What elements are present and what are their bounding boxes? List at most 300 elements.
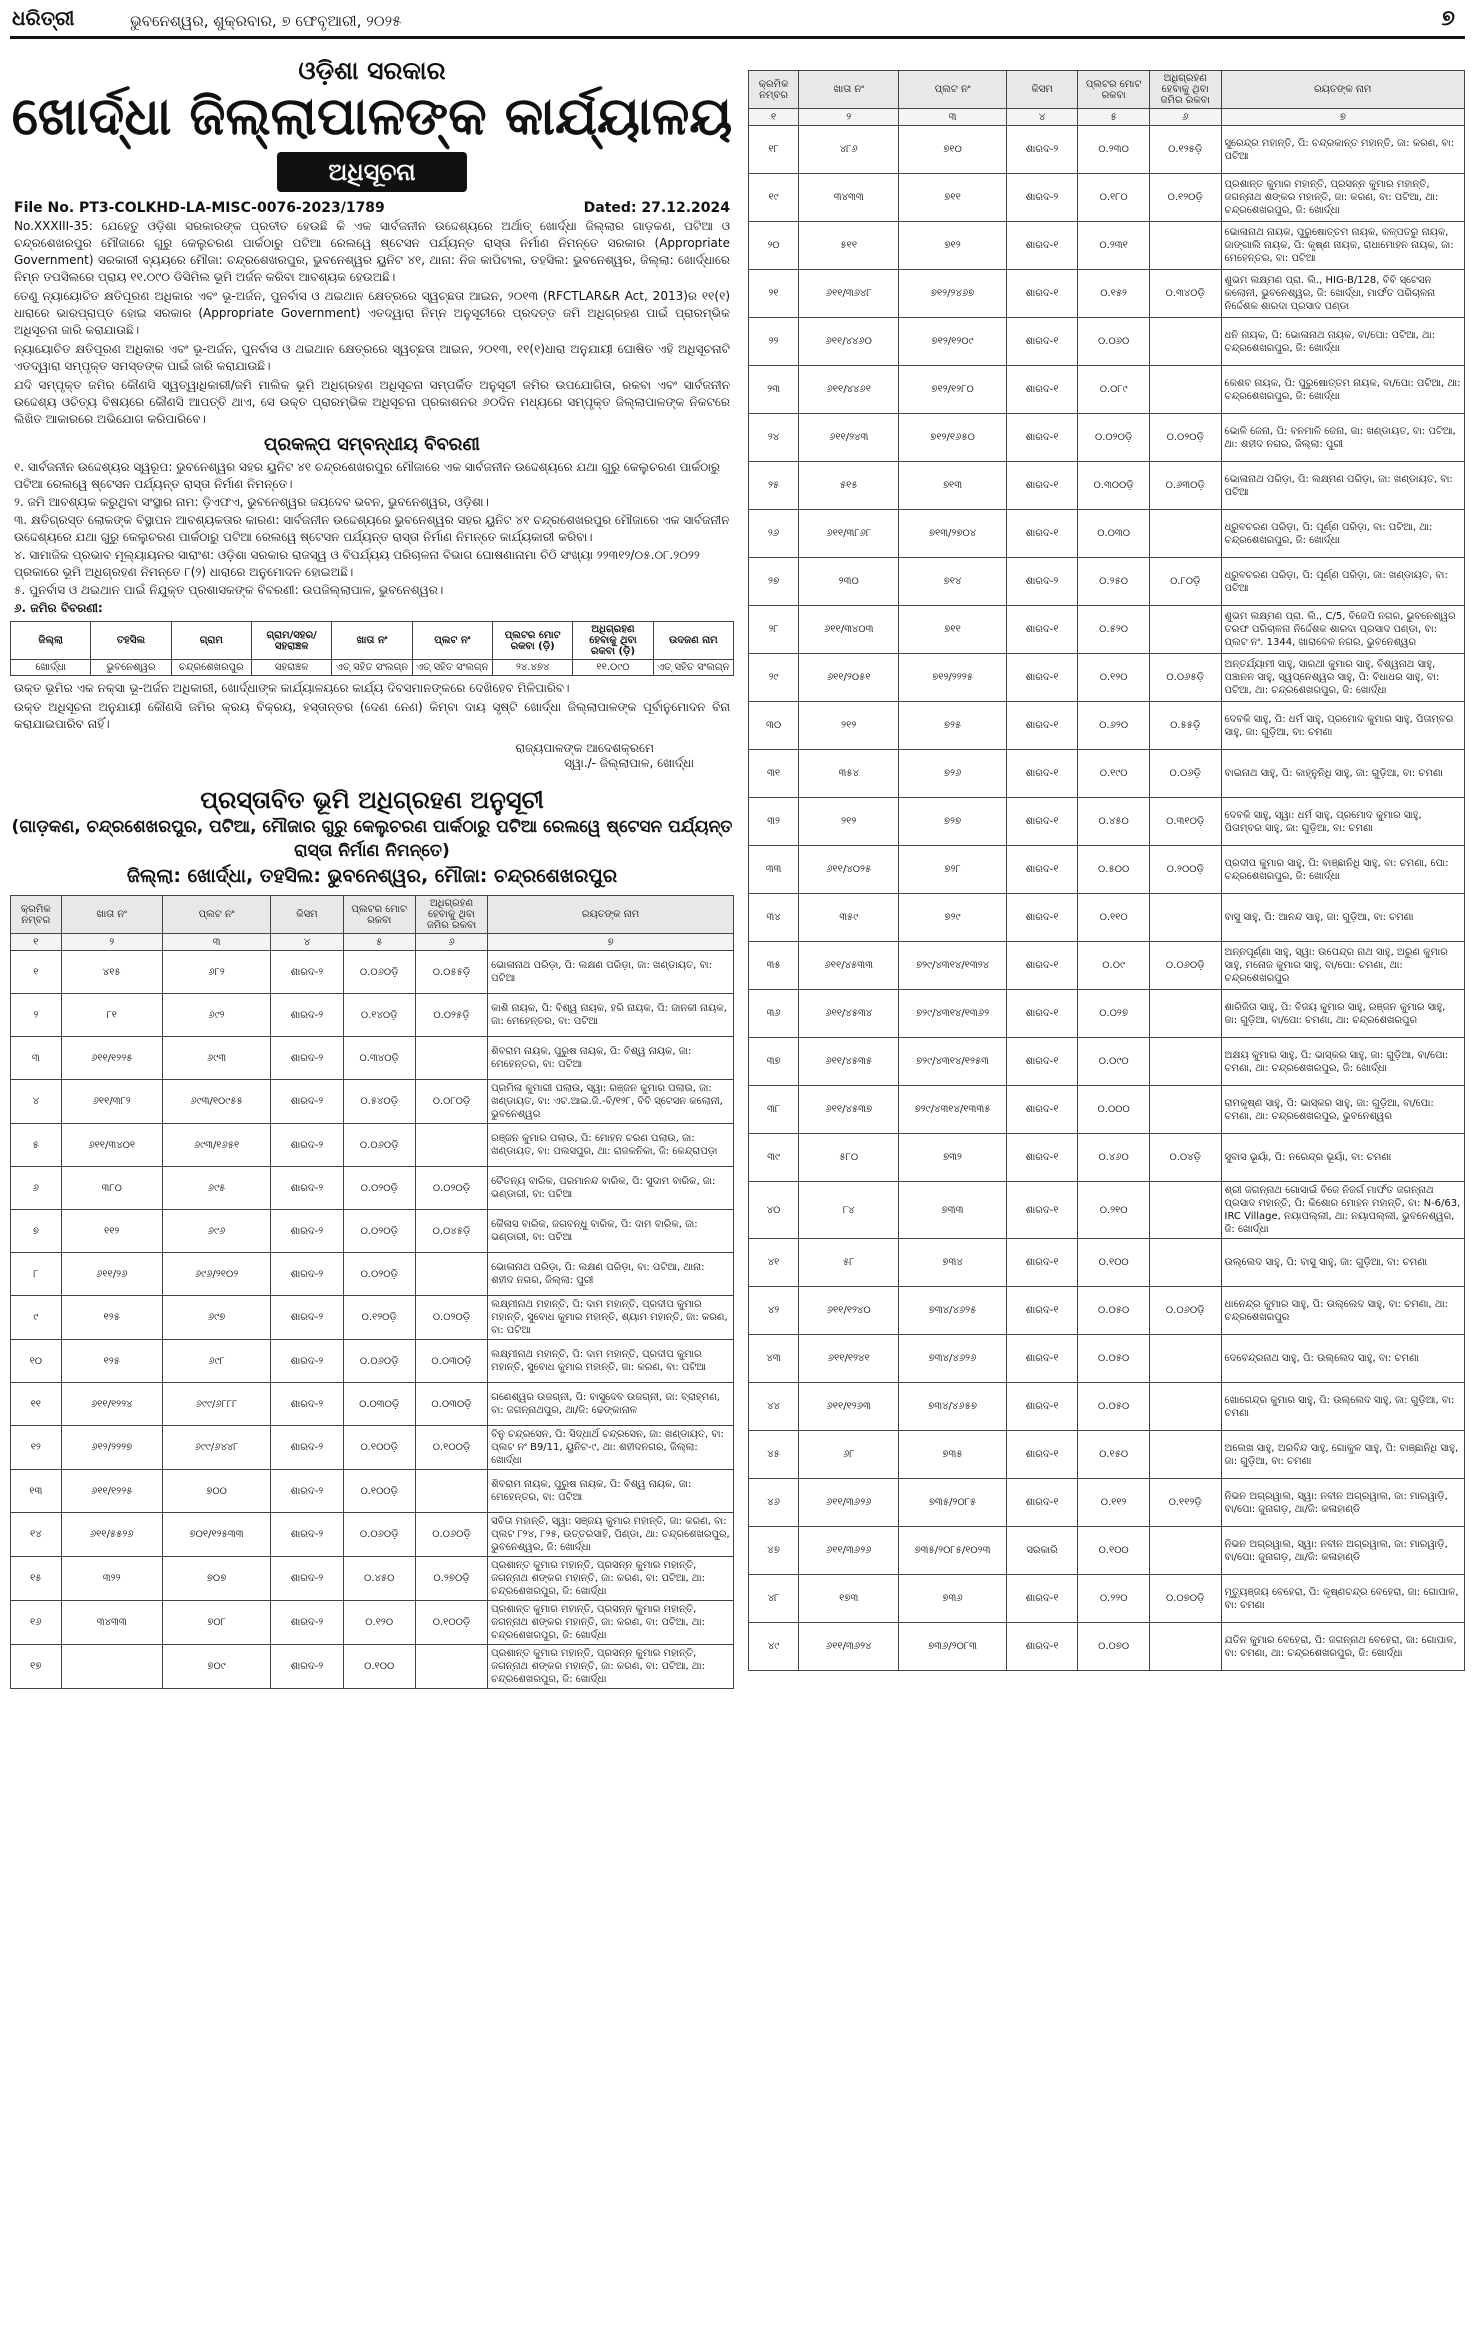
land-header-cell: ଉଦଜଣ ନାମ bbox=[653, 622, 733, 660]
table-cell: ଶାରଦ-୧ bbox=[1006, 1383, 1078, 1431]
table-cell: ସରକାରି bbox=[1006, 1527, 1078, 1575]
notice-paragraph-2: ତେଣୁ ନ୍ୟାୟୋଚିତ କ୍ଷତିପୂରଣ ଅଧିକାର ଏବଂ ଭୂ-ଅର୍ଜନ, ପୁନର୍ବାସ ଓ ଥଇଥାନ କ୍ଷେତ୍ରରେ ସ୍ୱଚ୍ଛତା ଆଇନ, ୨୦୧୩ (RFCTLAR&R Act, 2013)ର ୧୧(୧) ଧାରାରେ ଭାରପ୍ରାପ୍ତ ହୋଇ ସରକାର (Appropriate Government) ଏତଦ୍ୱାରା ନିମ୍ନ ଅନୁସୂଚୀରେ ପ୍ରଦତ୍ତ ଜମି ଅଧିଗ୍ରହଣ ପାଇଁ ପ୍ରାରମ୍ଭିକ ଅଧିସୂଚନା ଜାରି କରାଯାଉଛି। bbox=[14, 289, 730, 337]
owner-name-cell: ପ୍ରଶାନ୍ତ କୁମାର ମହାନ୍ତି, ପ୍ରସନ୍ନ କୁମାର ମହାନ୍ତି, ଜଗନ୍ନାଥ ଶଙ୍କର ମହାନ୍ତି, ଜା: କରଣ, ବା: ପଟିଆ, ଥା: ଚନ୍ଦ୍ରଶେଖରପୁର, ଜି: ଖୋର୍ଦ୍ଧା bbox=[488, 1557, 734, 1601]
table-cell: ୬୧୧/୪୫୩୩ bbox=[799, 942, 899, 990]
table-cell: ୦.୧୮୦ bbox=[1078, 174, 1150, 222]
table-cell bbox=[415, 1645, 487, 1689]
table-cell: ୦.୦୯ bbox=[1078, 942, 1150, 990]
column-number-cell: ୧ bbox=[749, 109, 799, 126]
table-cell: ୭୨୬ bbox=[899, 750, 1006, 798]
table-cell: ୩୧ bbox=[749, 750, 799, 798]
schedule-header-cell: କ୍ରମିକ ନମ୍ବର bbox=[749, 71, 799, 109]
table-cell: ୦.୦୩୦ଡ଼ି bbox=[415, 1383, 487, 1426]
owner-name-cell: ପ୍ରଶାନ୍ତ କୁମାର ମହାନ୍ତି, ପ୍ରସନ୍ନ କୁମାର ମହାନ୍ତି, ଜଗନ୍ନାଥ ଶଙ୍କର ମହାନ୍ତି, ଜା: କରଣ, ବା: ପଟିଆ, ଥା: ଚନ୍ଦ୍ରଶେଖରପୁର, ଜି: ଖୋର୍ଦ୍ଧା bbox=[488, 1645, 734, 1689]
table-row bbox=[749, 1575, 1465, 1623]
table-cell bbox=[1149, 1623, 1221, 1671]
table-cell: ୬୯୨ bbox=[162, 994, 270, 1037]
table-row bbox=[11, 1210, 734, 1253]
table-cell: ଶାରଦ-୨ bbox=[271, 1645, 343, 1689]
table-cell: ୭୨୯/୪୩୧୪/୧୩୨୪ bbox=[899, 942, 1006, 990]
table-cell: ୭୦୭ bbox=[162, 1557, 270, 1601]
table-cell: ୦.୦୨୦ଡ଼ି bbox=[1149, 414, 1221, 462]
table-row bbox=[749, 318, 1465, 366]
table-cell: ୨୧୨ bbox=[799, 798, 899, 846]
schedule-header-cell: ଅଧିଗ୍ରହଣ ହେବାକୁ ଥିବା ଜମିର ରକବା bbox=[1149, 71, 1221, 109]
table-cell: ୫ bbox=[11, 1124, 62, 1167]
table-cell: ଶାରଦ-୧ bbox=[1006, 654, 1078, 702]
table-cell: ୭୩୫/୨୦୮୫/୧୦୨୩ bbox=[899, 1527, 1006, 1575]
table-cell: ୩୦ bbox=[749, 702, 799, 750]
table-cell: ୭୧୩ bbox=[899, 462, 1006, 510]
column-number-cell: ୨ bbox=[799, 109, 899, 126]
owner-name-cell: ଶିବରାମ ନାୟକ, ପୁରୁଷ ନାୟକ, ପି: ବିଶ୍ୱ ନାୟକ, ଜା: ମେହେନ୍ତର, ବା: ପଟିଆ bbox=[488, 1470, 734, 1513]
column-number-cell: ୭ bbox=[1221, 109, 1464, 126]
project-details-heading: ପ୍ରକଳ୍ପ ସମ୍ବନ୍ଧୀୟ ବିବରଣୀ bbox=[264, 434, 480, 455]
table-cell: ଶାରଦ-୧ bbox=[1006, 894, 1078, 942]
table-cell: ୬୯୯/୬୮୮୮ bbox=[162, 1383, 270, 1426]
land-cell: ଏତ୍ ସହିତ ସଂଲଗ୍ନ bbox=[653, 660, 733, 676]
table-row bbox=[749, 1287, 1465, 1335]
table-cell: ୦.୧୨୦ bbox=[343, 1601, 415, 1645]
table-cell: ୫୧୫ bbox=[799, 462, 899, 510]
owner-name-cell: ଲକ୍ଷ୍ମୀନାଥ ମହାନ୍ତି, ପି: ଦାମ ମହାନ୍ତି, ପ୍ରଦୀପ କୁମାର ମହାନ୍ତି, ସୁବୋଧ କୁମାର ମହାନ୍ତି, ଶ୍ୟାମ ମହାନ୍ତି, ଜା: କରଣ, ବା: ପଟିଆ bbox=[488, 1296, 734, 1340]
table-cell: ୦.୦୬୦ bbox=[1078, 318, 1150, 366]
table-cell: ୧୬ bbox=[11, 1601, 62, 1645]
land-header-cell: ଗ୍ରାମ bbox=[171, 622, 251, 660]
table-cell: ଶାରଦ-୨ bbox=[271, 1210, 343, 1253]
table-cell: ଶାରଦ-୨ bbox=[1006, 558, 1078, 606]
table-cell: ୦.୦୩୦ bbox=[1078, 510, 1150, 558]
table-cell: ୭୨୯/୪୩୧୪/୧୩୩୫ bbox=[899, 1086, 1006, 1134]
table-cell: ୦.୧୫୦ bbox=[1078, 1431, 1150, 1479]
table-cell: ୦.୧୫୨ bbox=[1078, 270, 1150, 318]
table-row bbox=[749, 270, 1465, 318]
table-cell: ଶାରଦ-୧ bbox=[1006, 1479, 1078, 1527]
newspaper-logo: ଧରିତ୍ରୀ bbox=[12, 6, 75, 30]
column-number-cell: ୧ bbox=[11, 934, 62, 951]
table-cell: ୬୯୯/୬୪୪୮ bbox=[162, 1426, 270, 1470]
table-cell: ଶାରଦ-୧ bbox=[1006, 1182, 1078, 1239]
government-heading: ଓଡ଼ିଶା ସରକାର bbox=[298, 56, 446, 85]
table-cell: ଶାରଦ-୨ bbox=[271, 1124, 343, 1167]
table-cell: ୭୩୬ bbox=[899, 1575, 1006, 1623]
table-cell bbox=[1149, 606, 1221, 654]
table-cell: ୧୨ bbox=[11, 1426, 62, 1470]
notice-paragraph-4: ଯଦି ସମ୍ପୃକ୍ତ ଜମିର କୌଣସି ସ୍ୱତ୍ୱାଧିକାରୀ/ଜମି ମାଲିକ ଭୂମି ଅଧିଗ୍ରହଣ ଅଧିସୂଚନା ସମ୍ପର୍କିତ ଅନୁସୂଚୀ ଜମିର ଉପଯୋଗିତା, ରକବା ଏବଂ ସାର୍ବଜନୀନ ଉଦ୍ଦେଶ୍ୟ ଓଚିତ୍ୟ ବିଷୟରେ କୌଣସି ଆପତ୍ତି ଥାଏ, ସେ ଉକ୍ତ ପ୍ରାରମ୍ଭିକ ଅଧିସୂଚନା ପ୍ରକାଶନର ୬୦ଦିନ ମଧ୍ୟରେ ସମ୍ପୃକ୍ତ ଜିଲ୍ଲାପାଳଙ୍କ ନିକଟରେ ଲିଖିତ ଆକାରରେ ଅଭିଯୋଗ କରିପାରିବେ। bbox=[14, 378, 730, 426]
table-cell bbox=[415, 1124, 487, 1167]
owner-name-cell: ଭୋଳାନାଥ ପରିଡ଼ା, ପି: ଲକ୍ଷଣ ପରିଡ଼ା, ଜା: ଖଣ୍ଡାୟତ, ବା: ପଟିଆ bbox=[488, 951, 734, 994]
table-cell: ୭୨୯/୪୩୧୪/୧୨୫୩ bbox=[899, 1038, 1006, 1086]
table-cell: ୬୧୧/୧୨୨୫ bbox=[61, 1470, 162, 1513]
table-cell: ୩ bbox=[11, 1037, 62, 1080]
owner-name-cell: ରଞ୍ଜନ କୁମାର ପଲାଉ, ପି: ମୋହନ ଚରଣ ପଲାଉ, ଜା: ଖଣ୍ଡାୟତ, ବା: ପଲସପୁର, ଥା: ରାଜକନିକା, ଜି: କେନ୍ଦ୍ରାପଡ଼ା bbox=[488, 1124, 734, 1167]
land-cell: ୨୪.୪୭୪ bbox=[492, 660, 572, 676]
owner-name-cell: ଧ୍ରୁବଚରଣ ପରିଡ଼ା, ପି: ପୂର୍ଣ୍ଣ ପରିଡ଼ା, ଜା: ଖଣ୍ଡାୟତ, ବା: ପଟିଆ bbox=[1221, 558, 1464, 606]
table-row bbox=[11, 1340, 734, 1383]
table-cell: ୭୧୨/୨୨୨୫ bbox=[899, 654, 1006, 702]
table-cell: ୭୩୩ bbox=[899, 1182, 1006, 1239]
table-cell: ୦.୧୦୦ଡ଼ି bbox=[415, 1426, 487, 1470]
land-cell: ଏତ୍ ସହିତ ସଂଲଗ୍ନ bbox=[412, 660, 492, 676]
table-cell: ୪୬ bbox=[749, 1479, 799, 1527]
schedule-header-cell: ପ୍ଲଟ ନଂ bbox=[162, 896, 270, 934]
table-cell: ଶାରଦ-୧ bbox=[1006, 1038, 1078, 1086]
table-cell: ୦.୩୪୦ଡ଼ି bbox=[1149, 270, 1221, 318]
land-cell: ଏତ୍ ସହିତ ସଂଲଗ୍ନ bbox=[332, 660, 412, 676]
table-cell: ୨୨ bbox=[749, 318, 799, 366]
table-cell: ଶାରଦ-୨ bbox=[271, 1340, 343, 1383]
table-cell: ୦.୧୦୦ଡ଼ି bbox=[343, 1470, 415, 1513]
table-cell: ୬୧୧/୧୨୨୫ bbox=[61, 1037, 162, 1080]
owner-name-cell: ସୁବାସ ଭୂୟାଁ, ପି: ନରେନ୍ଦ୍ର ଭୂୟାଁ, ବା: ଚମଣା bbox=[1221, 1134, 1464, 1182]
land-header-cell: ତହସିଲ bbox=[91, 622, 171, 660]
table-cell: ୦.୦୨୦ଡ଼ି bbox=[415, 1167, 487, 1210]
table-cell: ୧୩ bbox=[11, 1470, 62, 1513]
owner-name-cell: ଅନ୍ନପୂର୍ଣ୍ଣା ସାହୁ, ସ୍ୱା: ଉପେନ୍ଦ୍ର ନାଥ ସାହୁ, ଅରୁଣ କୁମାର ସାହୁ, ମନୋଜ କୁମାର ସାହୁ, ବା/ପୋ: ଚମଣା, ଥା: ଚନ୍ଦ୍ରଶେଖରପୁର bbox=[1221, 942, 1464, 990]
table-cell: ୦.୨୫୦ bbox=[1078, 558, 1150, 606]
table-cell: ଶାରଦ-୧ bbox=[1006, 318, 1078, 366]
table-cell: ଶାରଦ-୧ bbox=[1006, 1086, 1078, 1134]
table-cell: ୬୧୧/୩୬୨୬ bbox=[799, 1479, 899, 1527]
table-cell: ୬୮୨ bbox=[162, 951, 270, 994]
table-row bbox=[11, 1513, 734, 1557]
table-cell: ୦.୦୭୦ଡ଼ି bbox=[1149, 1575, 1221, 1623]
table-row bbox=[11, 1037, 734, 1080]
table-cell bbox=[415, 1253, 487, 1296]
schedule-header-cell: ରୟତଙ୍କ ନାମ bbox=[488, 896, 734, 934]
table-cell: ୮୧ bbox=[61, 994, 162, 1037]
table-cell: ୨୮ bbox=[749, 606, 799, 654]
table-row bbox=[749, 174, 1465, 222]
table-cell: ୭୩୫/୨୦୮୫ bbox=[899, 1479, 1006, 1527]
table-cell bbox=[1149, 1239, 1221, 1287]
table-cell: ୬୧୧/୩୪୦୩ bbox=[799, 606, 899, 654]
table-row bbox=[749, 846, 1465, 894]
column-number-cell: ୨ bbox=[61, 934, 162, 951]
table-cell: ୩୮ bbox=[749, 1086, 799, 1134]
table-cell: ଶାରଦ-୧ bbox=[1006, 1134, 1078, 1182]
table-cell: ୦.୧୧୨ଡ଼ି bbox=[1149, 1479, 1221, 1527]
table-row bbox=[749, 1527, 1465, 1575]
table-cell: ଶାରଦ-୨ bbox=[271, 1470, 343, 1513]
detail-item-4: ୪. ସାମାଜିକ ପ୍ରଭାବ ମୂଲ୍ୟାୟନର ସାରାଂଶ: ଓଡ଼ିଶା ସରକାର ରାଜସ୍ୱ ଓ ବିପର୍ଯ୍ୟୟ ପରିଚାଳନା ବିଭାଗ ଘୋଷଣାନାମା ଚିଠି ସଂଖ୍ୟା ୨୨୩୧୨/୦୫.୦୮.୨୦୨୨ ପ୍ରକାରେ ଭୂମି ଅଧିଗ୍ରହଣ ନିମନ୍ତେ ୮(୨) ଧାରାରେ ଅନୁମୋଦନ ହୋଇଅଛି। bbox=[14, 548, 700, 579]
owner-name-cell: ଶୁଭମ ଲକ୍ଷ୍ମଣ ପ୍ରା. ଲି., HIG-B/128, ବିବି ସ୍ଟେସନ କଲୋନୀ, ଭୁବନେଶ୍ୱର, ଜି: ଖୋର୍ଦ୍ଧା, ମାର୍ଫତ ପରିଚାଳନା ନିର୍ଦ୍ଦେଶକ ଶାରଦା ପ୍ରସାଦ ପଣ୍ଡା bbox=[1221, 270, 1464, 318]
table-cell: ୦.୧୦୦ bbox=[1078, 1239, 1150, 1287]
table-cell: ୦.୫୫ଡ଼ି bbox=[1149, 702, 1221, 750]
table-cell bbox=[415, 1037, 487, 1080]
owner-name-cell: ସୁରେନ୍ଦ୍ର ମହାନ୍ତି, ପି: ଚନ୍ଦ୍ରକାନ୍ତ ମହାନ୍ତି, ଜା: କରଣ, ବା: ପଟିଆ bbox=[1221, 126, 1464, 174]
land-header-cell: ପ୍ଲଟ ନଂ bbox=[412, 622, 492, 660]
table-cell: ୬୧୧/୨୦୫୧ bbox=[799, 654, 899, 702]
table-cell: ୬୧୧/୪୪୬୧ bbox=[799, 366, 899, 414]
table-cell: ୪୯ bbox=[749, 1623, 799, 1671]
table-cell: ଶାରଦ-୧ bbox=[1006, 510, 1078, 558]
table-cell: ୦.୦୬୫ଡ଼ି bbox=[1149, 654, 1221, 702]
table-cell: ୦.୦୨୫ଡ଼ି bbox=[415, 994, 487, 1037]
table-cell: ୦.୦୨୦ଡ଼ି bbox=[343, 1210, 415, 1253]
table-row bbox=[749, 558, 1465, 606]
table-row bbox=[749, 366, 1465, 414]
table-cell: ଶାରଦ-୧ bbox=[1006, 1575, 1078, 1623]
table-cell: ଶାରଦ-୧ bbox=[1006, 750, 1078, 798]
table-cell: ୯ bbox=[11, 1296, 62, 1340]
table-cell: ୧୭୩ bbox=[799, 1575, 899, 1623]
table-cell: ୬୧୧/୪୪୬୦ bbox=[799, 318, 899, 366]
table-cell: ୬୧୧/୪୫୩୭ bbox=[799, 1086, 899, 1134]
table-cell: ଶାରଦ-୧ bbox=[1006, 1431, 1078, 1479]
table-cell: ଶାରଦ-୧ bbox=[1006, 702, 1078, 750]
table-cell: ୦.୦୬୦ଡ଼ି bbox=[343, 1124, 415, 1167]
table-cell: ୬୯୭ bbox=[162, 1296, 270, 1340]
table-cell: ୫୧୧ bbox=[799, 222, 899, 270]
owner-name-cell: ଭୋଳାନାଥ ପରିଡ଼ା, ପି: ଲକ୍ଷଣ ପରିଡ଼ା, ବା: ପଟିଆ, ଥାନା: ଶହୀଦ ନଗର, ଜିଲ୍ଲା: ପୁରୀ bbox=[488, 1253, 734, 1296]
table-cell: ୧୧ bbox=[11, 1383, 62, 1426]
table-cell bbox=[1149, 894, 1221, 942]
table-row bbox=[749, 462, 1465, 510]
table-row bbox=[749, 1182, 1465, 1239]
table-cell: ୧୯ bbox=[749, 174, 799, 222]
table-row bbox=[11, 1426, 734, 1470]
column-number-cell: ୬ bbox=[415, 934, 487, 951]
table-cell: ୪୦ bbox=[749, 1182, 799, 1239]
page-number: ୭ bbox=[1441, 6, 1455, 31]
table-cell: ୭୧୨/୧୨୮୦ bbox=[899, 366, 1006, 414]
table-cell: ୬୧୧/୧୨୨୪ bbox=[61, 1383, 162, 1426]
detail-item-2: ୨. ଜମି ଆବଶ୍ୟକ କରୁଥିବା ସଂସ୍ଥାର ନାମ: ଡ଼ିଏଫଏ, ଭୁବନେଶ୍ୱର ଜୟଦେବ ଭବନ, ଭୁବନେଶ୍ୱର, ଓଡ଼ିଶା। bbox=[14, 495, 489, 509]
table-cell: ୦.୫୪୦ଡ଼ି bbox=[343, 1080, 415, 1124]
table-cell: ୦.୨୦୦ଡ଼ି bbox=[1149, 846, 1221, 894]
table-cell: ୩୪୩୩ bbox=[61, 1601, 162, 1645]
table-cell: ଶାରଦ-୧ bbox=[1006, 1287, 1078, 1335]
file-line bbox=[10, 200, 734, 216]
table-row bbox=[749, 654, 1465, 702]
owner-name-cell: ବିନୁ ଚନ୍ଦ୍ରସେନ, ପି: ସିଦ୍ଧାର୍ଥ ଚନ୍ଦ୍ରସେନ, ଜା: ଖଣ୍ଡାୟତ, ବା: ପ୍ଲଟ ନଂ B9/11, ୟୁନିଟ-୯, ଥା: ଶହୀଦନଗର, ଜିଲ୍ଲା: ଖୋର୍ଦ୍ଧା bbox=[488, 1426, 734, 1470]
table-row bbox=[749, 126, 1465, 174]
table-cell: ୭୧୦ bbox=[899, 126, 1006, 174]
table-cell: ୩୭ bbox=[749, 1038, 799, 1086]
table-cell: ୭୨୯ bbox=[899, 894, 1006, 942]
notice-paragraph-5: ଉକ୍ତ ଭୂମିର ଏକ ନକ୍ସା ଭୂ-ଅର୍ଜନ ଅଧିକାରୀ, ଖୋର୍ଦ୍ଧାଙ୍କ କାର୍ଯ୍ୟାଳୟରେ କାର୍ଯ୍ୟ ଦିବସମାନଙ୍କରେ ଦେଖିହେବ ମିଳିପାରିବ। bbox=[14, 681, 570, 695]
table-cell: ୦.୦୩୦ଡ଼ି bbox=[343, 1383, 415, 1426]
table-cell: ୭୧୪ bbox=[899, 558, 1006, 606]
table-cell: ୦.୦୫୫ଡ଼ି bbox=[415, 951, 487, 994]
table-cell: ୦.୦୨୦ଡ଼ି bbox=[415, 1296, 487, 1340]
schedule-header-cell: ଖାତା ନଂ bbox=[61, 896, 162, 934]
table-cell: ୦.୦୬୦ଡ଼ି bbox=[415, 1513, 487, 1557]
table-cell: ୪ bbox=[11, 1080, 62, 1124]
column-number-cell: ୬ bbox=[1149, 109, 1221, 126]
schedule-header-cell: କିସମ bbox=[271, 896, 343, 934]
table-cell: ଶାରଦ-୨ bbox=[271, 1037, 343, 1080]
table-cell: ୦.୧୨୦ଡ଼ି bbox=[1149, 174, 1221, 222]
table-cell: ୭୦୯ bbox=[162, 1645, 270, 1689]
table-cell: ୪୪ bbox=[749, 1383, 799, 1431]
dated: Dated: 27.12.2024 bbox=[583, 200, 730, 216]
table-cell: ଶାରଦ-୧ bbox=[1006, 462, 1078, 510]
table-cell: ୬୧୧/୫୫୨୬ bbox=[61, 1513, 162, 1557]
owner-name-cell: ଭୋଳାନାଥ ପରିଡ଼ା, ପି: ଲକ୍ଷ୍ମଣ ପରିଡ଼ା, ଜା: ଖଣ୍ଡାୟତ, ବା: ପଟିଆ bbox=[1221, 462, 1464, 510]
table-cell: ୩୫ bbox=[749, 942, 799, 990]
table-cell: ୦.୬୩୦ଡ଼ି bbox=[1149, 462, 1221, 510]
table-cell: ୭୩୪/୪୬୫୭ bbox=[899, 1383, 1006, 1431]
owner-name-cell: ଶୁଭମ ଲକ୍ଷ୍ମଣ ପ୍ରା. ଲି., C/5, ବିଜେପି ନଗର, ଭୁବନେଶ୍ୱର ତରଫ ପରିଚାଳନା ନିର୍ଦ୍ଦେଶକ ଶାରଦା ପ୍ରସାଦ ପଣ୍ଡା, ବା: ପ୍ଲଟ ନଂ. 1344, ଖାରାବେଳ ନଗର, ଭୁବନେଶ୍ୱର bbox=[1221, 606, 1464, 654]
table-cell: ୪୮ bbox=[749, 1575, 799, 1623]
table-cell: ଶାରଦ-୨ bbox=[271, 1513, 343, 1557]
table-cell: ୩୨୨ bbox=[61, 1557, 162, 1601]
table-cell: ୪୮୬ bbox=[799, 126, 899, 174]
table-cell: ୬୮ bbox=[799, 1431, 899, 1479]
table-cell: ଶାରଦ-୨ bbox=[271, 1601, 343, 1645]
table-cell: ୬୯୬/୨୧୦୨ bbox=[162, 1253, 270, 1296]
table-cell: ୪୩ bbox=[749, 1335, 799, 1383]
owner-name-cell: ଶ୍ରୀ ଜଗନ୍ନାଥ ଗୋସାଇଁ ବିଜେ ନିଜର୍ଗ ମାର୍ଫତ ଜଗନ୍ନାଥ ପ୍ରସାଦ ମହାନ୍ତି, ପି: କିଶୋର ମୋହନ ମହାନ୍ତି, ବା: N-6/63, IRC Village, ନୟାପଲ୍ଲୀ, ଥା: ନୟାପଲ୍ଲୀ, ଭୁବନେଶ୍ୱର, ଜି: ଖୋର୍ଦ୍ଧା bbox=[1221, 1182, 1464, 1239]
table-cell: ୦.୪୫୦ bbox=[343, 1557, 415, 1601]
table-cell: ୦.୦୭୦ bbox=[1078, 1623, 1150, 1671]
table-cell: ୧୭ bbox=[11, 1645, 62, 1689]
owner-name-cell: ବାଇନାଥ ସାହୁ, ପି: କାହ୍ନୁନିଧି ସାହୁ, ଜା: ଗୁଡ଼ିଆ, ବା: ଚମଣା bbox=[1221, 750, 1464, 798]
table-cell: ୩୫୪ bbox=[799, 750, 899, 798]
table-cell: ୭୧୨/୨୪୬୭ bbox=[899, 270, 1006, 318]
owner-name-cell: ପ୍ରଶାନ୍ତ କୁମାର ମହାନ୍ତି, ପ୍ରସନ୍ନ କୁମାର ମହାନ୍ତି, ଜଗନ୍ନାଥ ଶଙ୍କର ମହାନ୍ତି, ଜା: କରଣ, ବା: ପଟିଆ, ଥା: ଚନ୍ଦ୍ରଶେଖରପୁର, ଜି: ଖୋର୍ଦ୍ଧା bbox=[1221, 174, 1464, 222]
land-header-cell: ଖାତା ନଂ bbox=[332, 622, 412, 660]
signature-collector: ସ୍ୱା./- ଜିଲ୍ଲାପାଳ, ଖୋର୍ଦ୍ଧା bbox=[564, 756, 694, 770]
table-row bbox=[749, 1134, 1465, 1182]
table-cell: ୧୨୫ bbox=[61, 1296, 162, 1340]
owner-name-cell: ଭୋଳି ଜେନା, ପି: ବନମାଳି ଜେନା, ଜା: ଖଣ୍ଡାୟତ, ବା: ପଟିଆ, ଥା: ଶହୀଦ ନଗର, ଜିଲ୍ଲା: ପୁରୀ bbox=[1221, 414, 1464, 462]
table-cell: ୦.୦୬୦ଡ଼ି bbox=[343, 1513, 415, 1557]
schedule-header-cell: ରୟତଙ୍କ ନାମ bbox=[1221, 71, 1464, 109]
table-cell: ୬୯୩ bbox=[162, 1037, 270, 1080]
table-cell: ୬୧୧/୪୫୩୪ bbox=[799, 990, 899, 1038]
table-row bbox=[749, 1431, 1465, 1479]
table-cell bbox=[1149, 510, 1221, 558]
table-cell: ୦.୪୬୦ bbox=[1078, 1134, 1150, 1182]
table-cell bbox=[1149, 222, 1221, 270]
owner-name-cell: ଧନି ନାୟକ, ପି: ଭୋଳାନାଥ ନାୟକ, ବା/ପୋ: ପଟିଆ, ଥା: ଚନ୍ଦ୍ରଶେଖରପୁର, ଜି: ଖୋର୍ଦ୍ଧା bbox=[1221, 318, 1464, 366]
table-cell: ଶାରଦ-୨ bbox=[271, 1296, 343, 1340]
detail-item-3: ୩. କ୍ଷତିଗ୍ରସ୍ତ ଲୋକଙ୍କ ବିସ୍ଥାପନ ଆବଶ୍ୟକତାର କାରଣ: ସାର୍ବଜନୀନ ଉଦ୍ଦେଶ୍ୟରେ ଭୁବନେଶ୍ୱର ସହର ୟୁନିଟ ୪୧ ଚନ୍ଦ୍ରଶେଖରପୁର ମୌଜାରେ ଏକ ସାର୍ବଜନୀନ ଉଦ୍ଦେଶ୍ୟରେ ଯଥା ଗୁରୁ କେଲୁଚରଣ ପାର୍କଠାରୁ ପଟିଆ ରେଲୱେ ଷ୍ଟେସନ ପର୍ଯ୍ୟନ୍ତ ରାସ୍ତା ନିର୍ମାଣ ନିମନ୍ତେ କାର୍ଯ୍ୟକାରୀ କରିବା। bbox=[14, 513, 730, 544]
table-row bbox=[749, 222, 1465, 270]
owner-name-cell: ପ୍ରଶାନ୍ତ କୁମାର ମହାନ୍ତି, ପ୍ରସନ୍ନ କୁମାର ମହାନ୍ତି, ଜଗନ୍ନାଥ ଶଙ୍କର ମହାନ୍ତି, ଜା: କରଣ, ବା: ପଟିଆ, ଥା: ଚନ୍ଦ୍ରଶେଖରପୁର, ଜି: ଖୋର୍ଦ୍ଧା bbox=[488, 1601, 734, 1645]
owner-name-cell: ରାମକୃଷ୍ଣ ସାହୁ, ପି: ଭାସ୍କର ସାହୁ, ଜା: ଗୁଡ଼ିଆ, ବା/ପୋ: ଚମଣା, ଥା: ଚନ୍ଦ୍ରଶେଖରପୁର, ଭୁବନେଶ୍ୱର bbox=[1221, 1086, 1464, 1134]
table-row bbox=[11, 1167, 734, 1210]
table-row bbox=[749, 1623, 1465, 1671]
table-cell: ୦.୧୨୫ଡ଼ି bbox=[1149, 126, 1221, 174]
table-row bbox=[749, 798, 1465, 846]
table-cell: ଶାରଦ-୧ bbox=[1006, 1623, 1078, 1671]
table-row bbox=[749, 510, 1465, 558]
table-cell: ୬୧୧/୧୨୬୩ bbox=[799, 1383, 899, 1431]
table-cell: ୦.୧୪୦ଡ଼ି bbox=[343, 994, 415, 1037]
table-cell: ୦.୨୩୦ bbox=[1078, 126, 1150, 174]
schedule-title: ପ୍ରସ୍ତାବିତ ଭୂମି ଅଧିଗ୍ରହଣ ଅନୁସୂଚୀ bbox=[200, 786, 544, 814]
owner-name-cell: ଧ୍ରୁବଚରଣ ପରିଡ଼ା, ପି: ପୂର୍ଣ୍ଣ ପରିଡ଼ା, ବା: ପଟିଆ, ଥା: ଚନ୍ଦ୍ରଶେଖରପୁର, ଜି: ଖୋର୍ଦ୍ଧା bbox=[1221, 510, 1464, 558]
table-cell: ୪୫ bbox=[749, 1431, 799, 1479]
column-number-cell: ୫ bbox=[1078, 109, 1150, 126]
table-cell bbox=[1149, 1086, 1221, 1134]
signature-order: ରାଜ୍ୟପାଳଙ୍କ ଆଦେଶକ୍ରମେ bbox=[515, 741, 654, 755]
table-cell: ୭୧୨ bbox=[899, 222, 1006, 270]
column-number-cell: ୫ bbox=[343, 934, 415, 951]
table-cell: ୨୦ bbox=[749, 222, 799, 270]
table-row bbox=[11, 1383, 734, 1426]
table-cell: ୦.୩୪୦ଡ଼ି bbox=[343, 1037, 415, 1080]
table-cell: ୪୨ bbox=[749, 1287, 799, 1335]
table-row bbox=[11, 1557, 734, 1601]
table-cell: ୦.୩୧୦ଡ଼ି bbox=[1149, 798, 1221, 846]
table-cell bbox=[1149, 1527, 1221, 1575]
table-cell: ୬୧୧/୧୨୪୦ bbox=[799, 1287, 899, 1335]
table-cell: ୬୧୧/୪୫୩୫ bbox=[799, 1038, 899, 1086]
owner-name-cell: କାଶି ନାୟକ, ପି: ବିଶ୍ୱ ନାୟକ, ହରି ନାୟକ, ପି: ଜାନକୀ ନାୟକ, ଜା: ମେହେନ୍ତର, ବା: ପଟିଆ bbox=[488, 994, 734, 1037]
table-row bbox=[11, 1645, 734, 1689]
table-cell: ୮୪ bbox=[799, 1182, 899, 1239]
table-cell: ୦.୨୧୦ bbox=[1078, 1182, 1150, 1239]
table-cell: ୦.୦୬୦ଡ଼ି bbox=[343, 1340, 415, 1383]
owner-name-cell: ଧାନେନ୍ଦ୍ର କୁମାର ସାହୁ, ପି: ଉଲ୍ଲେଦ ସାହୁ, ବା: ଚମଣା, ଥା: ଚନ୍ଦ୍ରଶେଖରପୁର bbox=[1221, 1287, 1464, 1335]
left-column bbox=[10, 44, 734, 1689]
table-cell: ୦.୧୦୦ଡ଼ି bbox=[415, 1601, 487, 1645]
table-cell: ୬୧୧/୩୬୨୪ bbox=[799, 1623, 899, 1671]
table-cell: ୬୧୧/୩୮୬୮ bbox=[799, 510, 899, 558]
table-cell: ୭୧୨/୧୬୫୦ bbox=[899, 414, 1006, 462]
table-cell: ୦.୦୮୦ଡ଼ି bbox=[415, 1080, 487, 1124]
table-row bbox=[11, 1470, 734, 1513]
table-cell: ୭୨୮ bbox=[899, 846, 1006, 894]
table-cell: ଶାରଦ-୨ bbox=[1006, 126, 1078, 174]
table-cell: ୦.୨୭୦ଡ଼ି bbox=[415, 1557, 487, 1601]
table-cell: ୦.୧୯୦ bbox=[1078, 750, 1150, 798]
owner-name-cell: ଶିବରାମ ନାୟକ, ପୁରୁଷ ନାୟକ, ପି: ବିଶ୍ୱ ନାୟକ, ଜା: ମେହେନ୍ତର, ବା: ପଟିଆ bbox=[488, 1037, 734, 1080]
notice-paragraph-6: ଉକ୍ତ ଅଧିସୂଚନା ଅନୁଯାୟୀ କୌଣସି ଜମିର କ୍ରୟ ବିକ୍ରୟ, ହସ୍ତାନ୍ତର (ଦେଣ ନେଣ) କିମ୍ବା ଦାୟ ସୃଷ୍ଟି ଖୋର୍ଦ୍ଧା ଜିଲ୍ଲାପାଳଙ୍କ ପୂର୍ବାନୁମୋଦନ ବିନା କରାଯାଇପାରିବ ନାହିଁ। bbox=[14, 700, 730, 731]
table-cell: ୩୩ bbox=[749, 846, 799, 894]
owner-name-cell: ଭୋଳାନାଥ ନାୟକ, ପୁରୁଷୋତ୍ତମ ନାୟକ, କଳ୍ପତରୁ ନାୟକ, ଜାଙ୍ଗାଲି ନାୟକ, ପି: କୃଷ୍ଣ ନାୟକ, ରାଧାମୋହନ ନାୟକ, ଜା: ମେହେନ୍ତର, ବା: ପଟିଆ bbox=[1221, 222, 1464, 270]
table-cell: ୬୯୩/୧୦୯୫୫ bbox=[162, 1080, 270, 1124]
table-cell: ୦.୦୨୦ଡ଼ି bbox=[343, 1167, 415, 1210]
table-row bbox=[749, 894, 1465, 942]
table-cell: ୭ bbox=[11, 1210, 62, 1253]
table-cell: ୭୨୯/୪୩୧୪/୧୩୬୨ bbox=[899, 990, 1006, 1038]
table-cell: ଶାରଦ-୧ bbox=[1006, 1239, 1078, 1287]
owner-name-cell: ଉଲ୍ଲେଦ ସାହୁ, ପି: ବାସୁ ସାହୁ, ଜା: ଗୁଡ଼ିଆ, ବା: ଚମଣା bbox=[1221, 1239, 1464, 1287]
owner-name-cell: କେଶବ ନାୟକ, ପି: ପୁରୁଷୋତ୍ତମ ନାୟକ, ବା/ପୋ: ପଟିଆ, ଥା: ଚନ୍ଦ୍ରଶେଖରପୁର, ଜି: ଖୋର୍ଦ୍ଧା bbox=[1221, 366, 1464, 414]
table-cell: ୦.୦୫୦ bbox=[1078, 1287, 1150, 1335]
schedule-location: ଜିଲ୍ଲା: ଖୋର୍ଦ୍ଧା, ତହସିଲ: ଭୁବନେଶ୍ୱର, ମୌଜା: ଚନ୍ଦ୍ରଶେଖରପୁର bbox=[126, 865, 618, 887]
schedule-header-cell: ଅଧିଗ୍ରହଣ ହେବାକୁ ଥିବା ଜମିର ରକବା bbox=[415, 896, 487, 934]
table-cell: ୨୭ bbox=[749, 558, 799, 606]
table-row bbox=[749, 1383, 1465, 1431]
table-cell: ଶାରଦ-୧ bbox=[1006, 606, 1078, 654]
table-cell: ୦.୧୨୦ bbox=[1078, 654, 1150, 702]
notice-paragraph-1: No.XXXIII-35: ଯେହେତୁ ଓଡ଼ିଶା ସରକାରଙ୍କ ପ୍ରତୀତ ହେଉଛି କି ଏକ ସାର୍ବଜନୀନ ଉଦ୍ଦେଶ୍ୟରେ ଅର୍ଥାତ୍ ଖୋର୍ଦ୍ଧା ଜିଲ୍ଲାର ଗାଡ଼କଣ, ପଟିଆ ଓ ଚନ୍ଦ୍ରଶେଖରପୁର ମୌଜାରେ ଗୁରୁ କେଲୁଚରଣ ପାର୍କଠାରୁ ପଟିଆ ରେଲୱେ ଷ୍ଟେସନ ପର୍ଯ୍ୟନ୍ତ ରାସ୍ତା ନିର୍ମାଣ ନିମନ୍ତେ ସରକାର (Appropriate Government) ସରକାରୀ ବ୍ୟୟରେ ମୌଜା: ଚନ୍ଦ୍ରଶେଖରପୁର, ଭୁବନେଶ୍ୱର ୟୁନିଟ ୪୧, ଥାନା: ନିଜ କାପିଟାଲ, ତହସିଲ: ଭୁବନେଶ୍ୱର, ଜିଲ୍ଲା: ଖୋର୍ଦ୍ଧାରେ ନିମ୍ନ ତପସିଲରେ ପ୍ରାୟ ୧୧.୦୯୦ ଡିସିମିଲ ଭୂମି ଅର୍ଜନ କରିବା ଆବଶ୍ୟକ ହେଉଅଛି। bbox=[14, 219, 730, 284]
table-cell: ଶାରଦ-୧ bbox=[1006, 414, 1078, 462]
table-row bbox=[11, 1296, 734, 1340]
table-cell: ୭୨୭ bbox=[899, 798, 1006, 846]
table-cell: ୩୪ bbox=[749, 894, 799, 942]
table-cell: ୦.୧୨୦ଡ଼ି bbox=[343, 1296, 415, 1340]
table-cell: ୦.୦୨୦ଡ଼ି bbox=[343, 1253, 415, 1296]
table-cell: ଶାରଦ-୧ bbox=[1006, 942, 1078, 990]
schedule-header-cell: ପ୍ଲଟ ନଂ bbox=[899, 71, 1006, 109]
owner-name-cell: ଦେବେନ୍ଦ୍ରନାଥ ସାହୁ, ପି: ଉଲ୍ଲେଦ ସାହୁ, ବା: ଚମଣା bbox=[1221, 1335, 1464, 1383]
table-cell: ୪୧୫ bbox=[61, 951, 162, 994]
table-cell: ୦.୧୦୦ଡ଼ି bbox=[343, 1426, 415, 1470]
table-cell: ୬ bbox=[11, 1167, 62, 1210]
table-cell bbox=[61, 1645, 162, 1689]
table-cell: ୫୮୦ bbox=[799, 1134, 899, 1182]
table-cell: ୬୯୬ bbox=[162, 1210, 270, 1253]
table-cell: ୭୩୪/୪୬୨୫ bbox=[899, 1287, 1006, 1335]
